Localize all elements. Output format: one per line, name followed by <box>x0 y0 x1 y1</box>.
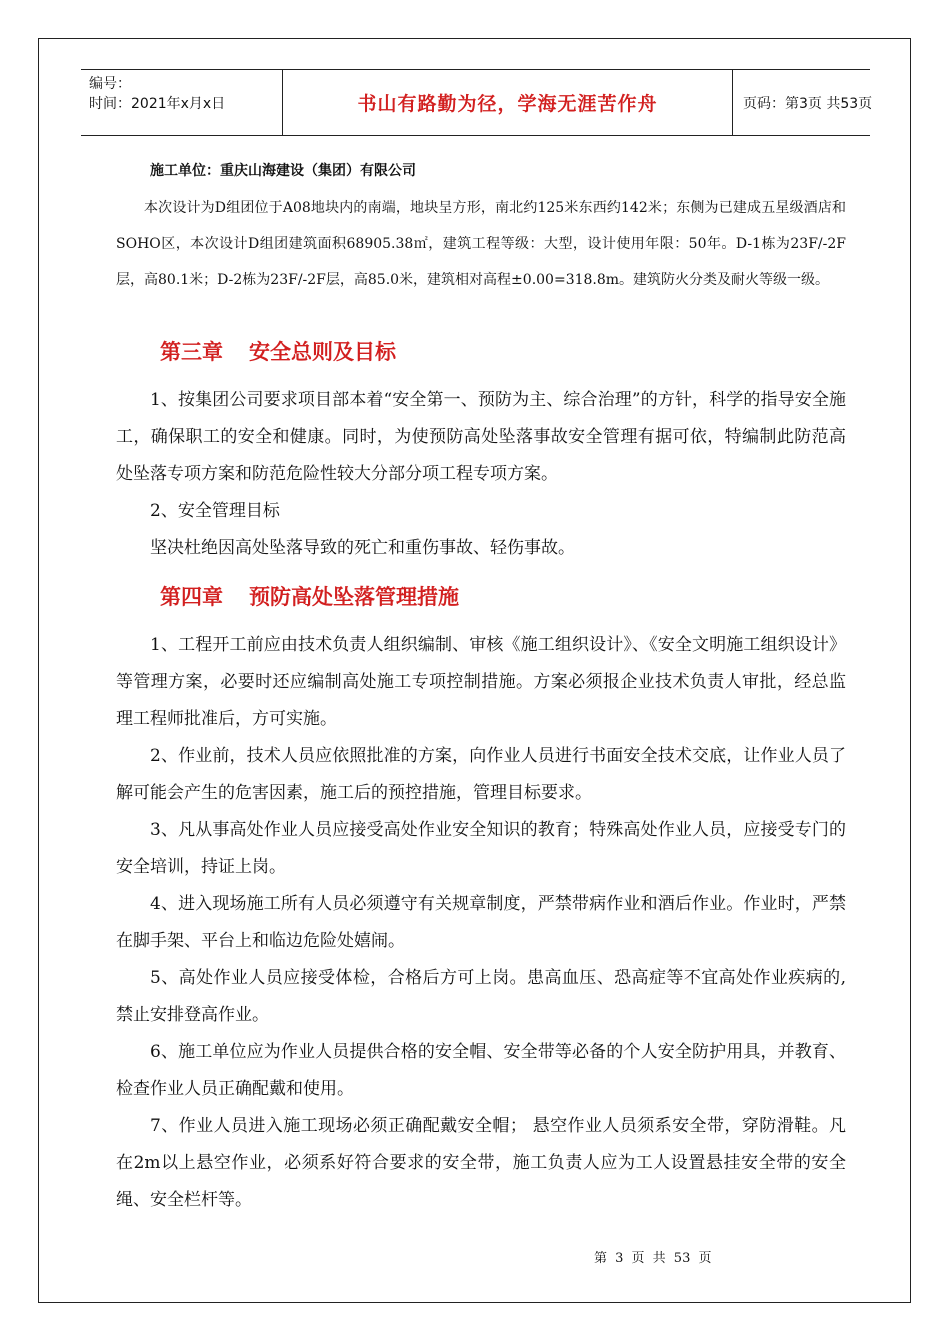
chapter-4-heading <box>160 581 459 611</box>
chapter-4-paragraph: 3、凡从事高处作业人员应接受高处作业安全知识的教育；特殊高处作业人员，应接受专门的安全培训，持证上岗。 <box>116 820 846 877</box>
chapter-4-paragraph: 5、高处作业人员应接受体检，合格后方可上岗。患高血压、恐高症等不宜高处作业疾病的,禁止安排登高作业。 <box>116 968 846 1025</box>
chapter-4-body <box>116 627 846 1219</box>
chapter-3-paragraph: 坚决杜绝因高处坠落导致的死亡和重伤事故、轻伤事故。 <box>150 538 575 558</box>
page-header <box>81 69 873 136</box>
chapter-4-paragraph: 2、作业前，技术人员应依照批准的方案，向作业人员进行书面安全技术交底，让作业人员了解可能会产生的危害因素，施工后的预控措施，管理目标要求。 <box>116 746 846 803</box>
code-label: 编号： <box>89 76 131 92</box>
chapter-4-paragraph: 7、作业人员进入施工现场必须正确配戴安全帽； 悬空作业人员须系安全带，穿防滑鞋。凡在2m以上悬空作业，必须系好符合要求的安全带，施工负责人应为工人设置悬挂安全带的安全绳、安全栏杆等。 <box>116 1116 846 1210</box>
chapter-3-title: 安全总则及目标 <box>249 340 396 364</box>
page-footer: 第 3 页 共 53 页 <box>594 1251 712 1266</box>
project-intro <box>116 190 846 298</box>
chapter-3-paragraph: 1、按集团公司要求项目部本着“安全第一、预防为主、综合治理”的方针，科学的指导安全施工，确保职工的安全和健康。同时，为使预防高处坠落事故安全管理有据可依，特编制此防范高处坠落专项方案和防范危险性较大分部分项工程专项方案。 <box>116 390 846 484</box>
header-motto: 书山有路勤为径，学海无涯苦作舟 <box>283 70 733 135</box>
chapter-3-number: 第三章 <box>160 340 223 364</box>
chapter-4-paragraph: 6、施工单位应为作业人员提供合格的安全帽、安全带等必备的个人安全防护用具，并教育、检查作业人员正确配戴和使用。 <box>116 1042 846 1099</box>
chapter-4-title: 预防高处坠落管理措施 <box>249 585 459 609</box>
chapter-4-number: 第四章 <box>160 585 223 609</box>
chapter-3-heading <box>160 336 396 366</box>
construction-unit: 施工单位：重庆山海建设（集团）有限公司 <box>150 163 416 179</box>
header-meta <box>81 70 283 135</box>
time-label: 时间：2021年x月x日 <box>89 96 226 112</box>
chapter-4-paragraph: 1、工程开工前应由技术负责人组织编制、审核《施工组织设计》、《安全文明施工组织设计》等管理方案，必要时还应编制高处施工专项控制措施。方案必须报企业技术负责人审批，经总监理工程师批准后，方可实施。 <box>116 635 846 729</box>
header-page-number: 页码：第3页 共53页 <box>743 95 873 112</box>
chapter-4-paragraph: 4、进入现场施工所有人员必须遵守有关规章制度，严禁带病作业和酒后作业。作业时，严禁在脚手架、平台上和临边危险处嬉闹。 <box>116 894 846 951</box>
chapter-3-body <box>116 382 846 567</box>
chapter-3-paragraph: 2、安全管理目标 <box>150 501 280 521</box>
intro-paragraph: 本次设计为D组团位于A08地块内的南端，地块呈方形，南北约125米东西约142米；东侧为已建成五星级酒店和SOHO区，本次设计D组团建筑面积68905.38㎡，建筑工程等级：大型，设计使用年限：50年。D-1栋为23F/-2F层，高80.1米；D-2栋为23F/-2F层，高85.0米，建筑相对高程±0.00=318.8m。建筑防火分类及耐火等级一级。 <box>116 200 846 288</box>
